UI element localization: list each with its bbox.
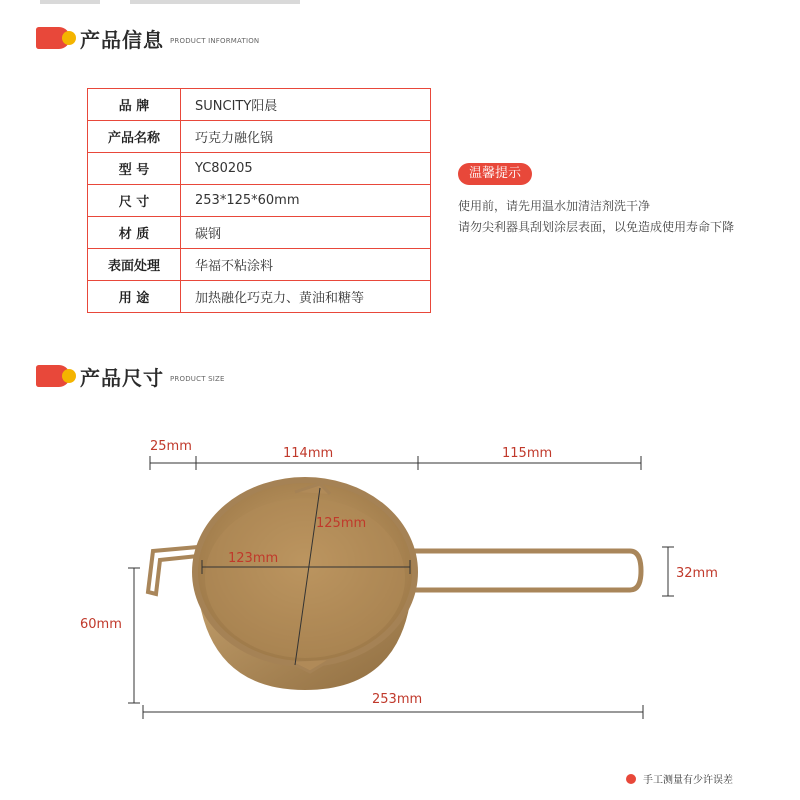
pan-hook [148, 547, 198, 594]
spec-value: 加热融化巧克力、黄油和糖等 [181, 281, 431, 313]
spec-value: 碳钢 [181, 217, 431, 249]
tips-badge: 温馨提示 [458, 163, 532, 185]
spec-value: YC80205 [181, 153, 431, 185]
dim-label-hook: 25mm [150, 439, 192, 454]
spec-key: 材 质 [88, 217, 181, 249]
spec-value: 巧克力融化锅 [181, 121, 431, 153]
section-title: 产品尺寸 [80, 365, 164, 390]
spec-value: SUNCITY阳晨 [181, 89, 431, 121]
spec-key: 用 途 [88, 281, 181, 313]
tip-line: 请勿尖利器具刮划涂层表面，以免造成使用寿命下降 [458, 220, 735, 234]
dim-label-height: 60mm [80, 617, 122, 632]
section-subtitle: PRODUCT INFORMATION [170, 37, 260, 45]
dim-label-inner: 123mm [228, 551, 279, 566]
spec-value: 华福不粘涂料 [181, 249, 431, 281]
pan-handle [405, 551, 641, 590]
spec-key: 品 牌 [88, 89, 181, 121]
section-subtitle: PRODUCT SIZE [170, 375, 225, 383]
dim-label-total-length: 253mm [372, 692, 423, 707]
measurement-note [626, 771, 733, 786]
dim-label-diameter: 125mm [316, 516, 367, 531]
pan-bowl [195, 480, 415, 690]
dim-label-handle-height: 32mm [676, 566, 718, 581]
spec-key: 尺 寸 [88, 185, 181, 217]
spec-key: 表面处理 [88, 249, 181, 281]
note-bullet-icon [626, 774, 636, 784]
note-text: 手工测量有少许误差 [643, 775, 733, 786]
section-title: 产品信息 [80, 27, 164, 52]
spec-key: 产品名称 [88, 121, 181, 153]
spec-value: 253*125*60mm [181, 185, 431, 217]
tip-line: 使用前，请先用温水加清洁剂洗干净 [458, 199, 651, 213]
spec-key: 型 号 [88, 153, 181, 185]
dim-label-bowl-width: 114mm [283, 446, 334, 461]
dim-label-handle-length: 115mm [502, 446, 553, 461]
